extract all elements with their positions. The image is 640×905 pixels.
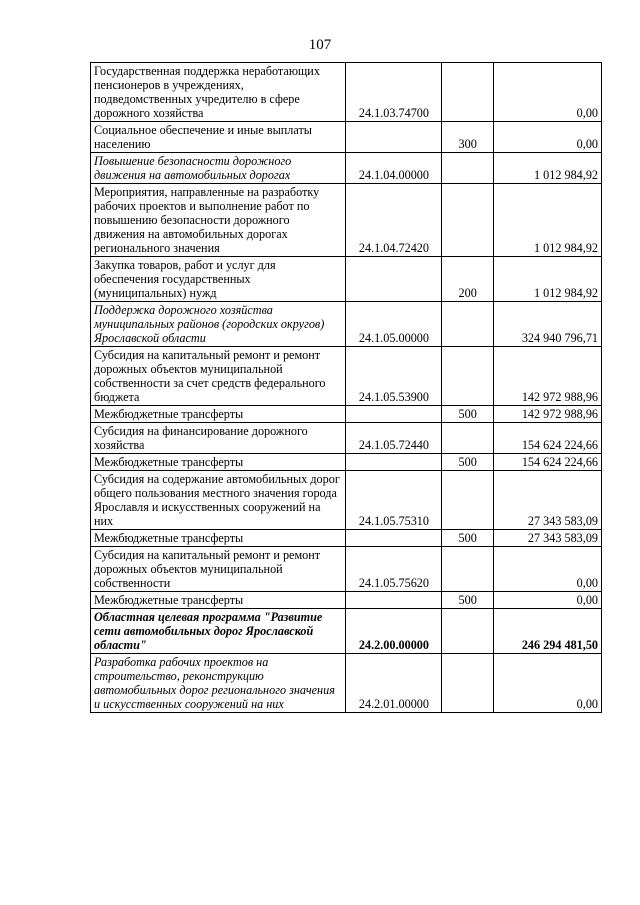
row-code: [346, 406, 442, 423]
table-row: [91, 302, 602, 347]
table-row: [91, 547, 602, 592]
row-code: 24.2.01.00000: [346, 654, 442, 713]
row-sum: 154 624 224,66: [493, 454, 601, 471]
table-row: [91, 423, 602, 454]
row-type: 500: [442, 592, 494, 609]
row-type: [442, 547, 494, 592]
row-code: [346, 530, 442, 547]
row-type: 500: [442, 406, 494, 423]
row-type: [442, 184, 494, 257]
row-name: Повышение безопасности дорожного движения на автомобильных дорогах: [91, 153, 346, 184]
table-row: [91, 153, 602, 184]
table-row: [91, 654, 602, 713]
row-name: Межбюджетные трансферты: [91, 530, 346, 547]
row-name: Субсидия на капитальный ремонт и ремонт дорожных объектов муниципальной собственности за счет средств федерального бюджета: [91, 347, 346, 406]
row-type: 300: [442, 122, 494, 153]
row-code: 24.1.05.75620: [346, 547, 442, 592]
row-type: [442, 609, 494, 654]
table-row: [91, 184, 602, 257]
row-name: Поддержка дорожного хозяйства муниципальных районов (городских округов) Ярославской области: [91, 302, 346, 347]
row-sum: 1 012 984,92: [493, 257, 601, 302]
row-name: Социальное обеспечение и иные выплаты населению: [91, 122, 346, 153]
table-row: [91, 454, 602, 471]
row-sum: 0,00: [493, 122, 601, 153]
row-code: [346, 592, 442, 609]
row-code: [346, 122, 442, 153]
row-name: Межбюджетные трансферты: [91, 406, 346, 423]
table-row: [91, 530, 602, 547]
row-type: 200: [442, 257, 494, 302]
row-sum: 27 343 583,09: [493, 530, 601, 547]
row-sum: 324 940 796,71: [493, 302, 601, 347]
row-sum: 142 972 988,96: [493, 347, 601, 406]
row-sum: 1 012 984,92: [493, 184, 601, 257]
row-name: Разработка рабочих проектов на строительство, реконструкцию автомобильных дорог регионального значения и искусственных сооружений на них: [91, 654, 346, 713]
row-sum: 0,00: [493, 547, 601, 592]
row-sum: 154 624 224,66: [493, 423, 601, 454]
row-type: [442, 423, 494, 454]
table-row: [91, 592, 602, 609]
row-name: Мероприятия, направленные на разработку рабочих проектов и выполнение работ по повышению безопасности дорожного движения на автомобильных дорогах регионального значения: [91, 184, 346, 257]
table-row: [91, 609, 602, 654]
row-name: Областная целевая программа "Развитие сети автомобильных дорог Ярославской области": [91, 609, 346, 654]
row-sum: 246 294 481,50: [493, 609, 601, 654]
row-type: 500: [442, 530, 494, 547]
row-code: 24.1.04.72420: [346, 184, 442, 257]
row-type: [442, 347, 494, 406]
row-code: [346, 454, 442, 471]
row-type: [442, 471, 494, 530]
row-code: 24.1.05.00000: [346, 302, 442, 347]
row-name: Государственная поддержка неработающих пенсионеров в учреждениях, подведомственных учредителю в сфере дорожного хозяйства: [91, 63, 346, 122]
row-code: 24.1.05.53900: [346, 347, 442, 406]
row-type: [442, 654, 494, 713]
row-name: Закупка товаров, работ и услуг для обеспечения государственных (муниципальных) нужд: [91, 257, 346, 302]
row-name: Субсидия на финансирование дорожного хозяйства: [91, 423, 346, 454]
row-type: [442, 63, 494, 122]
table-row: [91, 406, 602, 423]
row-code: 24.2.00.00000: [346, 609, 442, 654]
row-code: 24.1.05.75310: [346, 471, 442, 530]
table-row: [91, 471, 602, 530]
row-sum: 142 972 988,96: [493, 406, 601, 423]
row-sum: 0,00: [493, 63, 601, 122]
table-row: [91, 257, 602, 302]
table-row: [91, 347, 602, 406]
row-name: Субсидия на содержание автомобильных дорог общего пользования местного значения города Ярославля и искусственных сооружений на них: [91, 471, 346, 530]
row-type: [442, 302, 494, 347]
row-name: Межбюджетные трансферты: [91, 592, 346, 609]
row-code: 24.1.04.00000: [346, 153, 442, 184]
row-sum: 0,00: [493, 592, 601, 609]
row-code: 24.1.03.74700: [346, 63, 442, 122]
row-name: Субсидия на капитальный ремонт и ремонт дорожных объектов муниципальной собственности: [91, 547, 346, 592]
row-code: [346, 257, 442, 302]
row-code: 24.1.05.72440: [346, 423, 442, 454]
row-sum: 27 343 583,09: [493, 471, 601, 530]
budget-table: [90, 62, 602, 713]
table-row: [91, 63, 602, 122]
table-row: [91, 122, 602, 153]
row-name: Межбюджетные трансферты: [91, 454, 346, 471]
row-type: 500: [442, 454, 494, 471]
row-sum: 0,00: [493, 654, 601, 713]
page-number: 107: [308, 37, 332, 53]
row-sum: 1 012 984,92: [493, 153, 601, 184]
row-type: [442, 153, 494, 184]
